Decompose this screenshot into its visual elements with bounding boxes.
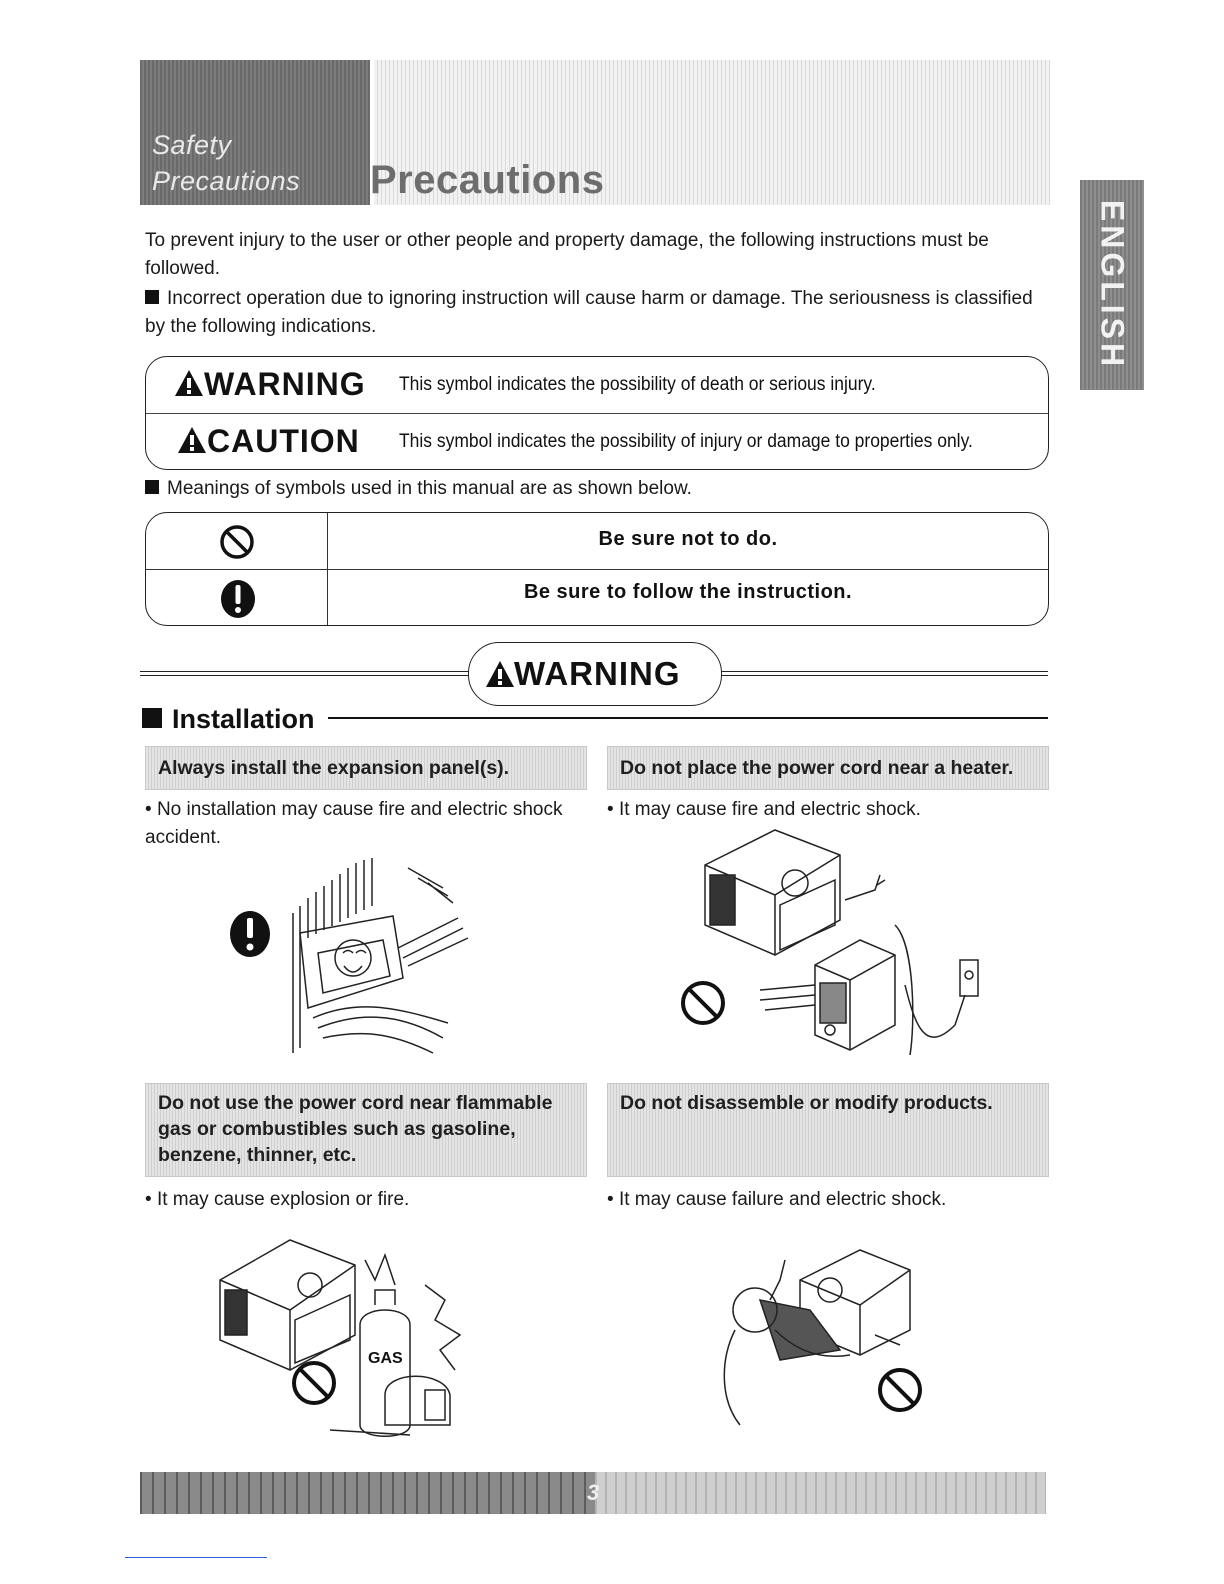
caution-triangle-icon [177,426,207,454]
item-headline-bar [607,1083,1049,1177]
section-heading [142,704,315,735]
square-bullet-icon [145,480,159,494]
item-headline: Always install the expansion panel(s). [158,757,510,779]
symbol-text-follow: Be sure to follow the instruction. [523,581,853,603]
item-headline: Do not place the power cord near a heater. [620,757,1014,779]
square-bullet-icon [142,708,162,728]
square-bullet-icon [145,290,159,304]
signal-words-box [145,356,1049,470]
page-title: Precautions [370,158,605,202]
item-note: • It may cause failure and electric shock. [607,1189,947,1210]
symbols-intro [145,475,692,503]
section-label-line1: Safety [152,130,232,160]
prohibition-icon [880,1370,920,1410]
symbols-intro-text: Meanings of symbols used in this manual are as shown below. [167,478,692,499]
item-headline-bar [145,746,587,790]
language-tab-label: ENGLISH [1094,199,1131,371]
symbol-text-prohibit: Be sure not to do. [598,528,778,550]
flammable-gas-illustration [210,1225,470,1450]
item-note: • No installation may cause fire and electric shock accident. [145,799,563,848]
prohibition-icon [683,983,723,1023]
warning-description: This symbol indicates the possibility of death or serious injury. [399,374,876,395]
disassemble-illustration [700,1240,940,1430]
warning-row [146,357,1048,413]
item-note: • It may cause fire and electric shock. [607,799,921,820]
page-title-panel [370,60,1050,205]
warning-banner-label: WARNING [514,655,681,692]
symbols-table [145,512,1049,626]
gas-label: GAS [368,1350,403,1367]
mandatory-icon [220,579,256,619]
item-note-text: It may cause explosion or fire. [156,1189,410,1210]
warning-label: WARNING [204,366,366,402]
page-number: 3 [587,1480,600,1505]
section-label-panel [140,60,370,205]
warning-triangle-icon [485,660,515,688]
item-note-text: No installation may cause fire and electric shock accident. [145,799,563,848]
section-title: Installation [172,704,315,734]
prohibition-icon [219,524,255,560]
caution-description: This symbol indicates the possibility of injury or damage to properties only. [399,431,973,452]
item-headline-bar [607,746,1049,790]
item-note-text: It may cause fire and electric shock. [618,799,921,820]
item-headline: Do not disassemble or modify products. [620,1092,993,1114]
item-note: • It may cause explosion or fire. [145,1189,410,1210]
intro-text: To prevent injury to the user or other people and property damage, the following instructions must be followed. [145,230,989,279]
install-panel-illustration [228,858,498,1058]
intro-bullet [145,285,1035,341]
heater-cord-illustration [665,825,995,1065]
bottom-link-underline [125,1557,267,1558]
warning-banner [468,642,722,706]
language-tab [1080,180,1144,390]
caution-row [146,413,1048,470]
intro-bullet-text: Incorrect operation due to ignoring instruction will cause harm or damage. The seriousness is classified by the following indications. [145,288,1033,337]
section-label-line2: Precautions [152,166,301,196]
warning-triangle-icon [174,369,204,397]
item-headline-bar [145,1083,587,1177]
page-footer [140,1472,1046,1514]
prohibition-icon [294,1363,334,1403]
item-note-text: It may cause failure and electric shock. [618,1189,947,1210]
caution-label: CAUTION [207,423,360,459]
item-headline: Do not use the power cord near flammable gas or combustibles such as gasoline, benzene, thinner, etc. [158,1092,553,1166]
